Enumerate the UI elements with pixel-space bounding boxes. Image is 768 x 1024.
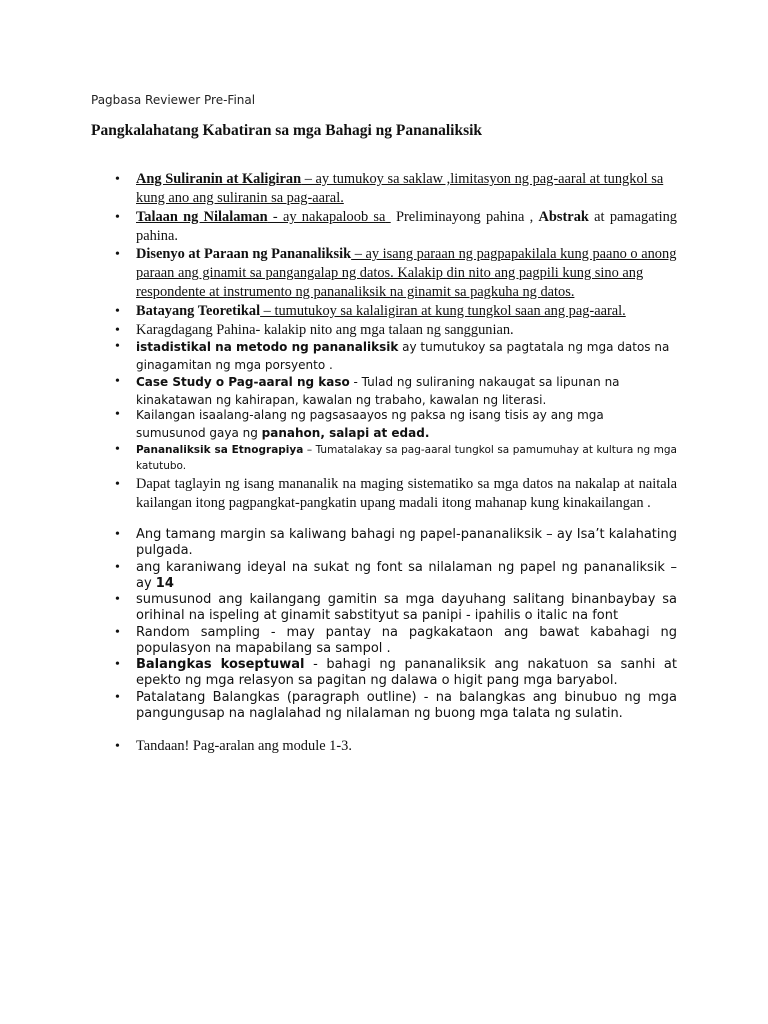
bullet-icon: • — [115, 247, 120, 262]
bullet-icon: • — [115, 323, 120, 338]
item-text: ang karaniwang ideyal na sukat ng font sa nilalaman ng papel ng pananaliksik – ay — [136, 560, 677, 591]
bullet-icon: • — [115, 407, 120, 422]
list-item — [115, 737, 677, 756]
list-item — [115, 592, 677, 624]
item-text: – Tumatalakay sa pag-aaral tungkol sa pamumuhay at kultura ng mga katutubo. — [136, 444, 677, 472]
bullet-icon: • — [115, 739, 120, 754]
list-item — [115, 406, 677, 442]
item-text: Patalatang Balangkas (paragraph outline) - na balangkas ang binubuo ng mga pangungusap na naglalahad ng nilalaman ng buong mga talata ng sulatin. — [136, 690, 677, 721]
list-item — [115, 170, 677, 208]
bullet-icon: • — [115, 442, 120, 457]
item-term: Talaan ng Nilalaman — [136, 209, 268, 225]
document-title: Pangkalahatang Kabatiran sa mga Bahagi ng Pananaliksik — [91, 122, 483, 139]
list-item — [115, 302, 677, 321]
item-text: at pamagating pahina. — [136, 209, 677, 244]
bullet-icon: • — [115, 625, 120, 640]
item-text: Tandaan! Pag-aralan ang module 1-3. — [136, 738, 352, 754]
item-text: Ang tamang margin sa kaliwang bahagi ng papel-pananaliksik – ay Isa’t kalahating pulgada. — [136, 527, 677, 558]
item-term: Abstrak — [538, 209, 589, 225]
item-term: Batayang Teoretikal — [136, 303, 261, 319]
item-text: - ay nakapaloob sa — [267, 209, 386, 225]
bullet-icon: • — [115, 592, 120, 607]
bullet-icon: • — [115, 690, 120, 705]
item-term: panahon, salapi at edad. — [261, 426, 430, 440]
item-term: Disenyo at Paraan ng Pananaliksik — [136, 246, 352, 262]
bullet-icon: • — [115, 172, 120, 187]
item-text: Preliminayong pahina , — [390, 209, 539, 225]
list-item — [115, 625, 677, 657]
list-item — [115, 657, 677, 689]
item-term: Ang Suliranin at Kaligiran — [136, 171, 302, 187]
page-header: Pagbasa Reviewer Pre-Final — [91, 93, 256, 107]
bullet-icon: • — [115, 374, 120, 389]
item-text: - bahagi ng pananaliksik ang nakatuon sa sanhi at epekto ng mga relasyon sa pagitan ng dalawa o higit pang mga baryabol. — [136, 657, 677, 688]
item-text: Kailangan isaalang-alang ng pagsasaayos ng paksa ng isang tisis ay ang mga sumusunod gaya ng — [136, 408, 604, 440]
item-text: ay tumutukoy sa pagtatala ng mga datos na ginagamitan ng mga porsyento . — [136, 340, 670, 372]
bullet-icon: • — [115, 210, 120, 225]
bullet-icon: • — [115, 477, 120, 492]
bullet-icon: • — [115, 339, 120, 354]
item-term: Case Study o Pag-aaral ng kaso — [136, 375, 350, 389]
list-item — [115, 560, 677, 592]
item-term: istadistikal na metodo ng pananaliksik — [136, 340, 399, 354]
list-item — [115, 442, 677, 474]
item-text: - Tulad ng suliraning nakaugat sa lipunan na kinakatawan ng kahirapan, kawalan ng trabaho, kawalan ng literasi. — [136, 375, 620, 407]
list-item — [115, 338, 677, 374]
bullet-icon: • — [115, 560, 120, 575]
item-text: – ay isang paraan ng pagpapakilala kung paano o anong paraan ang ginamit sa pangangalap ng datos. Kalakip din nito ang pagpili kung sino ang respondente at instrumento ng pananaliksik na ginamit sa pagkuha ng datos. — [136, 246, 677, 300]
item-text: Random sampling - may pantay na pagkakataon ang bawat kabahagi ng populasyon na mapabilang sa sampol . — [136, 625, 677, 656]
list-item — [115, 527, 677, 559]
list-item — [115, 690, 677, 722]
item-term: Balangkas koseptuwal — [136, 657, 305, 672]
bullet-icon: • — [115, 304, 120, 319]
item-term: Pananaliksik sa Etnograpiya — [136, 444, 304, 456]
item-term: 14 — [155, 576, 174, 591]
list-item — [115, 245, 677, 302]
item-text: – tumutukoy sa kalaligiran at kung tungkol saan ang pag-aaral. — [260, 303, 626, 319]
item-text: – ay tumukoy sa saklaw ,limitasyon ng pag-aaral at tungkol sa kung ano ang suliranin sa pag-aaral. — [136, 171, 664, 206]
list-item — [115, 373, 677, 409]
item-text: Dapat taglayin ng isang mananalik na maging sistematiko sa mga datos na nakalap at naitala kailangan itong pagpangkat-pangkatin upang madali itong mahanap kung kinakailangan . — [136, 476, 677, 511]
list-item — [115, 208, 677, 246]
item-text: Karagdagang Pahina- kalakip nito ang mga talaan ng sanggunian. — [136, 322, 514, 338]
item-text: sumusunod ang kailangang gamitin sa mga dayuhang salitang binanbaybay sa orihinal na ispeling at ginamit sabstityut sa panipi - ipahilis o italic na font — [136, 592, 677, 623]
bullet-icon: • — [115, 527, 120, 542]
bullet-icon: • — [115, 657, 120, 672]
list-item — [115, 475, 677, 513]
